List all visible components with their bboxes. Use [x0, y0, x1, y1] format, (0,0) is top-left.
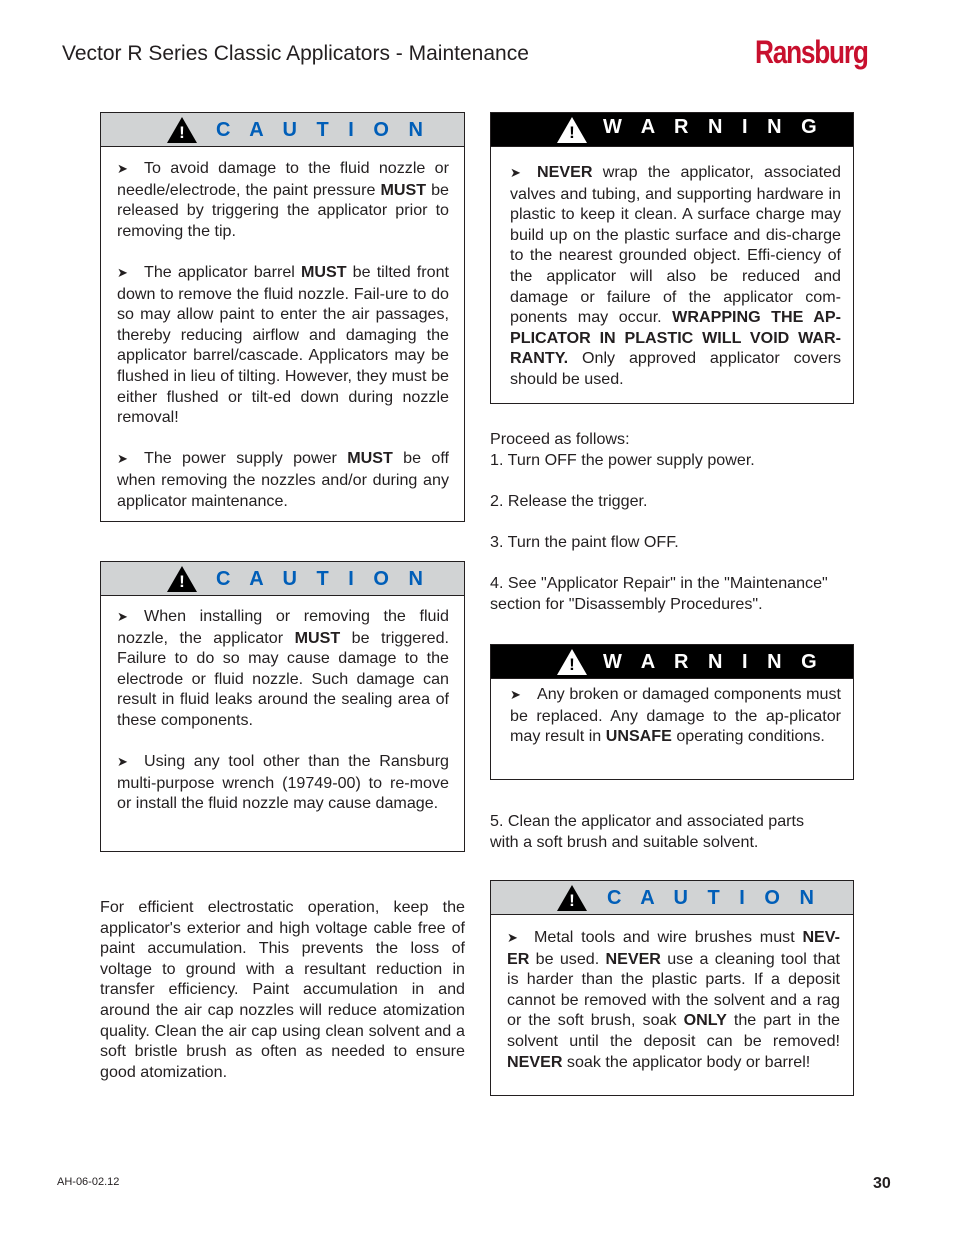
caution-body — [491, 915, 853, 1072]
brand-logo: Ransburg — [755, 34, 868, 70]
warning-label: W A R N I N G — [603, 116, 824, 138]
procedure-steps — [490, 429, 828, 614]
page-title: Vector R Series Classic Applicators - Maintenance — [62, 42, 529, 65]
caution-item: ➤ To avoid damage to the fluid nozzle or needle/electrode, the paint pressure MUST be released by triggering the applicator prior to removing the tip. — [117, 159, 450, 240]
warning-triangle-icon: ! — [557, 649, 587, 675]
warning-header — [491, 113, 853, 147]
arrow-bullet-icon: ➤ — [510, 687, 521, 702]
arrow-bullet-icon: ➤ — [117, 161, 128, 176]
caution-label: C A U T I O N — [216, 119, 430, 141]
warning-item: ➤ NEVER wrap the applicator, associated valves and tubing, and supporting hardware in plastic to keep it clean. A surface charge may build up on the plastic surface and dis-charge to the nearest grounded object. Effi-ciency of the applicator will also be reduced and damage or failure of the applicator com-ponents may occur. WRAPPING THE AP-PLICATOR IN PLASTIC WILL VOID WAR-RANTY. Only approved applicator covers should be used. — [510, 163, 842, 388]
warning-triangle-icon: ! — [167, 566, 197, 592]
caution-item: ➤ The applicator barrel MUST be tilted front down to remove the fluid nozzle. Fail-ure to do so may allow paint to enter the air passages, thereby reducing airflow and damaging the applicator barrel/cascade. Applicators may be flushed in lieu of tilting. However, they must be either flushed or tilt-ed down during nozzle removal! — [117, 262, 449, 427]
warning-box-plastic-wrap — [490, 112, 854, 404]
warning-triangle-icon: ! — [557, 117, 587, 143]
warning-body — [491, 679, 853, 747]
warning-item: ➤ Any broken or damaged components must be replaced. Any damage to the ap-plicator may result in UNSAFE operating conditions. — [510, 685, 841, 746]
caution-body — [101, 596, 464, 814]
warning-label: W A R N I N G — [603, 651, 824, 673]
procedure-step: 4. See "Applicator Repair" in the "Maintenance" — [490, 574, 828, 593]
warning-body — [491, 147, 853, 390]
caution-header — [101, 562, 464, 596]
procedure-step-continued: section for "Disassembly Procedures". — [490, 594, 763, 613]
caution-item: ➤ When installing or removing the fluid nozzle, the applicator MUST be triggered. Failure to do so may cause damage to the electrode or fluid nozzle. Such damage can result in fluid leaks around the sealing area of these components. — [117, 607, 449, 729]
page-number: 30 — [873, 1175, 891, 1192]
procedure-step-5 — [490, 811, 804, 852]
warning-header — [491, 645, 853, 679]
warning-triangle-icon: ! — [167, 117, 197, 143]
arrow-bullet-icon: ➤ — [507, 930, 518, 945]
procedure-intro: Proceed as follows: — [490, 430, 630, 448]
arrow-bullet-icon: ➤ — [117, 264, 128, 280]
maintenance-paragraph: For efficient electrostatic operation, keep the applicator's exterior and high voltage cable free of paint accumulation. This prevents the loss of voltage to ground with a resultant reduction in transfer efficiency. Paint accumulation in and around the air cap nozzles will reduce atomization quality. Clean the air cap using clean solvent and a soft bristle brush as often as needed to ensure good atomization. — [100, 898, 465, 1081]
document-code: AH-06-02.12 — [57, 1176, 120, 1188]
caution-label: C A U T I O N — [607, 887, 821, 909]
warning-triangle-icon: ! — [557, 885, 587, 911]
caution-item: ➤ The power supply power MUST be off when removing the nozzles and/or during any applicator maintenance. — [117, 449, 449, 510]
caution-item: ➤ Metal tools and wire brushes must NEV-ER be used. NEVER use a cleaning tool that is harder than the plastic parts. If a deposit cannot be removed with the solvent and a rag or the soft brush, soak ONLY the part in the solvent until the deposit can be removed! NEVER soak the applicator body or barrel! — [507, 928, 840, 1071]
caution-header — [491, 881, 853, 915]
arrow-bullet-icon: ➤ — [117, 451, 128, 467]
procedure-step: 3. Turn the paint flow OFF. — [490, 532, 679, 551]
arrow-bullet-icon: ➤ — [510, 165, 521, 180]
caution-body — [101, 147, 464, 511]
procedure-step: 5. Clean the applicator and associated parts — [490, 812, 805, 830]
caution-label: C A U T I O N — [216, 568, 430, 590]
caution-box-cleaning-tools — [490, 880, 854, 1096]
caution-header — [101, 113, 464, 147]
procedure-step: 1. Turn OFF the power supply power. — [490, 450, 755, 469]
arrow-bullet-icon: ➤ — [117, 754, 128, 770]
warning-box-damaged-components — [490, 644, 854, 780]
caution-item: ➤ Using any tool other than the Ransburg multi-purpose wrench (19749-00) to re-move or install the fluid nozzle may cause damage. — [117, 752, 449, 813]
caution-box-nozzle-install — [100, 561, 465, 852]
arrow-bullet-icon: ➤ — [117, 609, 128, 624]
procedure-step-continued: with a soft brush and suitable solvent. — [490, 832, 759, 851]
procedure-step: 2. Release the trigger. — [490, 491, 648, 510]
caution-box-nozzle-removal — [100, 112, 465, 522]
